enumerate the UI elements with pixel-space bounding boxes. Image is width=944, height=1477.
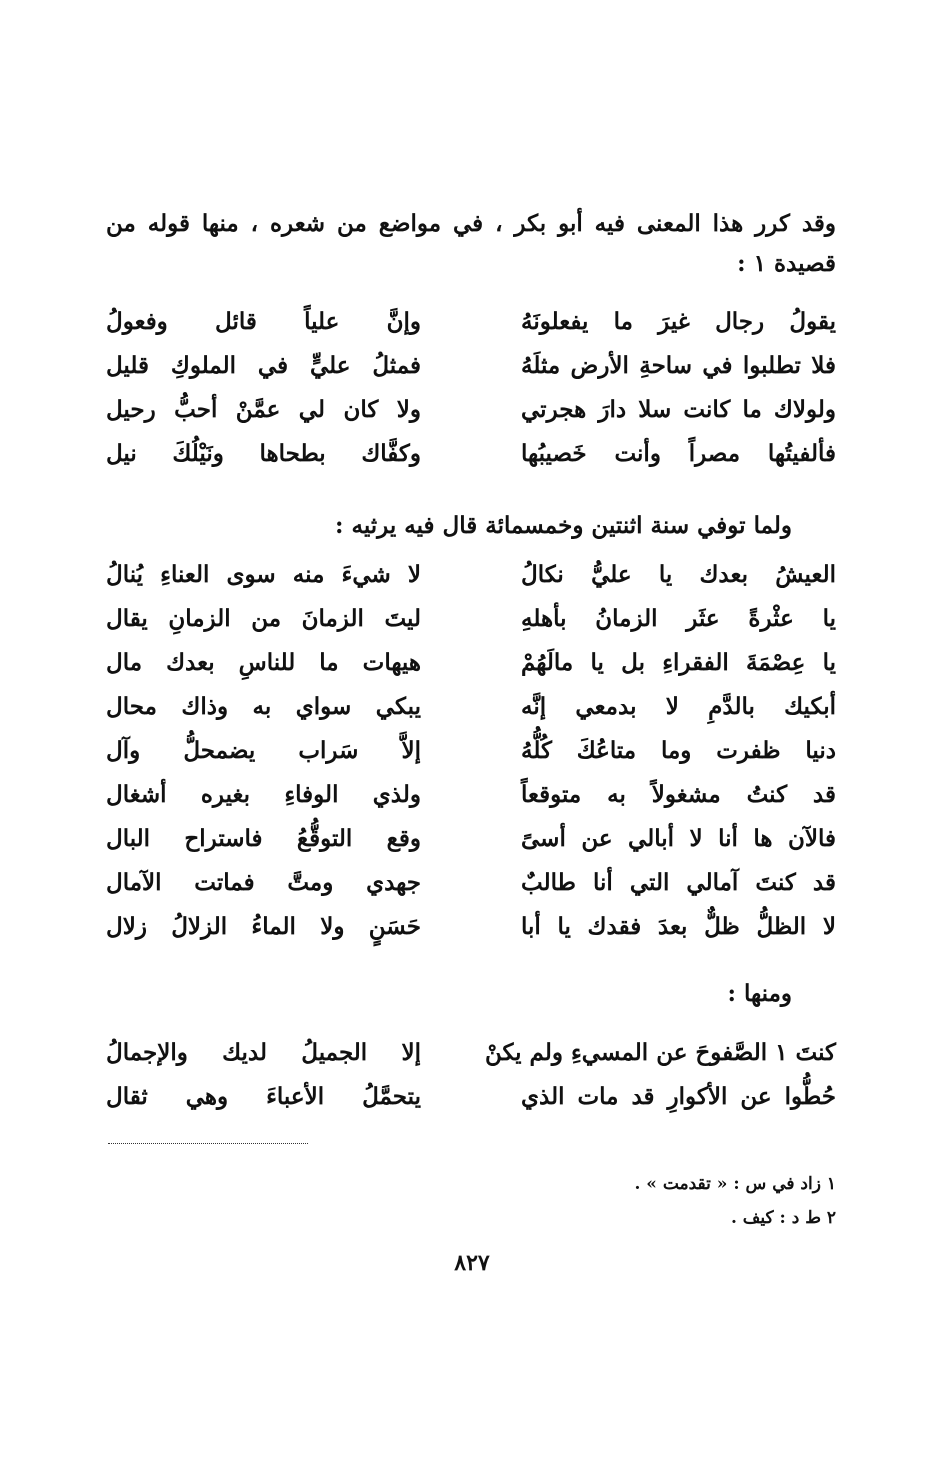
first-hemistich: ولولاك ما كانت سلا دارَ هجرتي xyxy=(521,396,836,423)
footnote-2: ٢ ط د : كيف . xyxy=(730,1208,836,1228)
second-hemistich: يتحمَّلُ الأعباءَ وهي ثقال xyxy=(106,1083,421,1110)
poem-3 xyxy=(106,1031,836,1119)
first-hemistich: قد كنتَ آمالي التي أنا طالبٌ xyxy=(521,869,836,896)
verse-line xyxy=(106,817,836,861)
second-hemistich: جهدي ومتَّ فماتت الآمال xyxy=(106,869,421,896)
verse-line xyxy=(106,388,836,432)
footnote-divider xyxy=(108,1143,308,1144)
first-hemistich: يا عثْرةً عثَر الزمانُ بأهلهِ xyxy=(521,605,836,632)
verse-line xyxy=(106,685,836,729)
first-hemistich: فألفيتُها مصراً وأنت خَصيبُها xyxy=(521,440,836,467)
first-hemistich: يقولُ رجال غيرَ ما يفعلونَهُ xyxy=(521,308,836,335)
second-hemistich: وإنَّ علياً قائل وفعولُ xyxy=(106,308,421,335)
intro-paragraph: وقد كرر هذا المعنى فيه أبو بكر ، في مواضع من شعره ، منها قوله من قصيدة ١ : xyxy=(106,210,836,277)
second-hemistich: وقع التوقُّعُ فاستراح البال xyxy=(106,825,421,852)
first-hemistich: العيشُ بعدك يا عليُّ نكالُ xyxy=(521,561,836,588)
verse-line xyxy=(106,861,836,905)
first-hemistich: فالآن ها أنا لا أبالي عن أسىً xyxy=(521,825,836,852)
poem-2 xyxy=(106,553,836,949)
second-hemistich: هيهات ما للناسِ بعدك مال xyxy=(106,649,421,676)
first-hemistich: دنيا ظفرت وما متاعُكَ كُلُّهُ xyxy=(521,737,836,764)
second-hemistich: يبكي سواي به وذاك محال xyxy=(106,693,421,720)
first-hemistich: حُطُّوا عن الأكوارِ قد مات الذي xyxy=(521,1083,836,1110)
first-hemistich: فلا تطلبوا في ساحةِ الأرض مثلَهُ xyxy=(521,352,836,379)
verse-line xyxy=(106,905,836,949)
first-hemistich: يا عِصْمَةَ الفقراءِ بل يا مالَهُمْ xyxy=(521,649,836,676)
verse-line xyxy=(106,773,836,817)
verse-line xyxy=(106,553,836,597)
first-hemistich: أبكيك بالدَّمِ لا بدمعي إنَّه xyxy=(521,693,836,720)
verse-line xyxy=(106,432,836,476)
second-hemistich: ولذي الوفاءِ بغيره أشغال xyxy=(106,781,421,808)
second-hemistich: حَسَنٍ ولا الماءُ الزلالُ زلال xyxy=(106,913,421,940)
verse-line xyxy=(106,1031,836,1075)
second-hemistich: لا شيءَ منه سوى العناءِ يُنالُ xyxy=(106,561,421,588)
verse-line xyxy=(106,344,836,388)
second-hemistich: ليتَ الزمانَ من الزمانِ يقال xyxy=(106,605,421,632)
poem-1 xyxy=(106,300,836,476)
verse-line xyxy=(106,729,836,773)
verse-line xyxy=(106,300,836,344)
second-hemistich: إلا الجميلُ لديك والإجمالُ xyxy=(106,1039,421,1066)
second-hemistich: إلاَّ سَراب يضمحلُّ وآل xyxy=(106,737,421,764)
second-hemistich: وكفَّاك بطحاها ونَيْلُكَ نيل xyxy=(106,440,421,467)
first-hemistich: قد كنتُ مشغولاً به متوقعاً xyxy=(521,781,836,808)
second-hemistich: فمثلُ عليٍّ في الملوكِ قليل xyxy=(106,352,421,379)
mid-paragraph: ولما توفي سنة اثنتين وخمسمائة قال فيه يرثيه : xyxy=(334,512,792,539)
verse-line xyxy=(106,597,836,641)
mid-paragraph-2: ومنها : xyxy=(727,980,792,1007)
footnote-1: ١ زاد في س : « تقدمت » . xyxy=(634,1174,836,1194)
first-hemistich: كنتَ ١ الصَّفوحَ عن المسيءِ ولم يكنْ xyxy=(484,1039,836,1066)
verse-line xyxy=(106,1075,836,1119)
first-hemistich: لا الظلُّ ظلٌّ بعدَ فقدك يا أبا xyxy=(521,913,836,940)
second-hemistich: ولا كان لي عمَّنْ أحبُّ رحيل xyxy=(106,396,421,423)
page-number: ٨٢٧ xyxy=(454,1250,490,1276)
verse-line xyxy=(106,641,836,685)
